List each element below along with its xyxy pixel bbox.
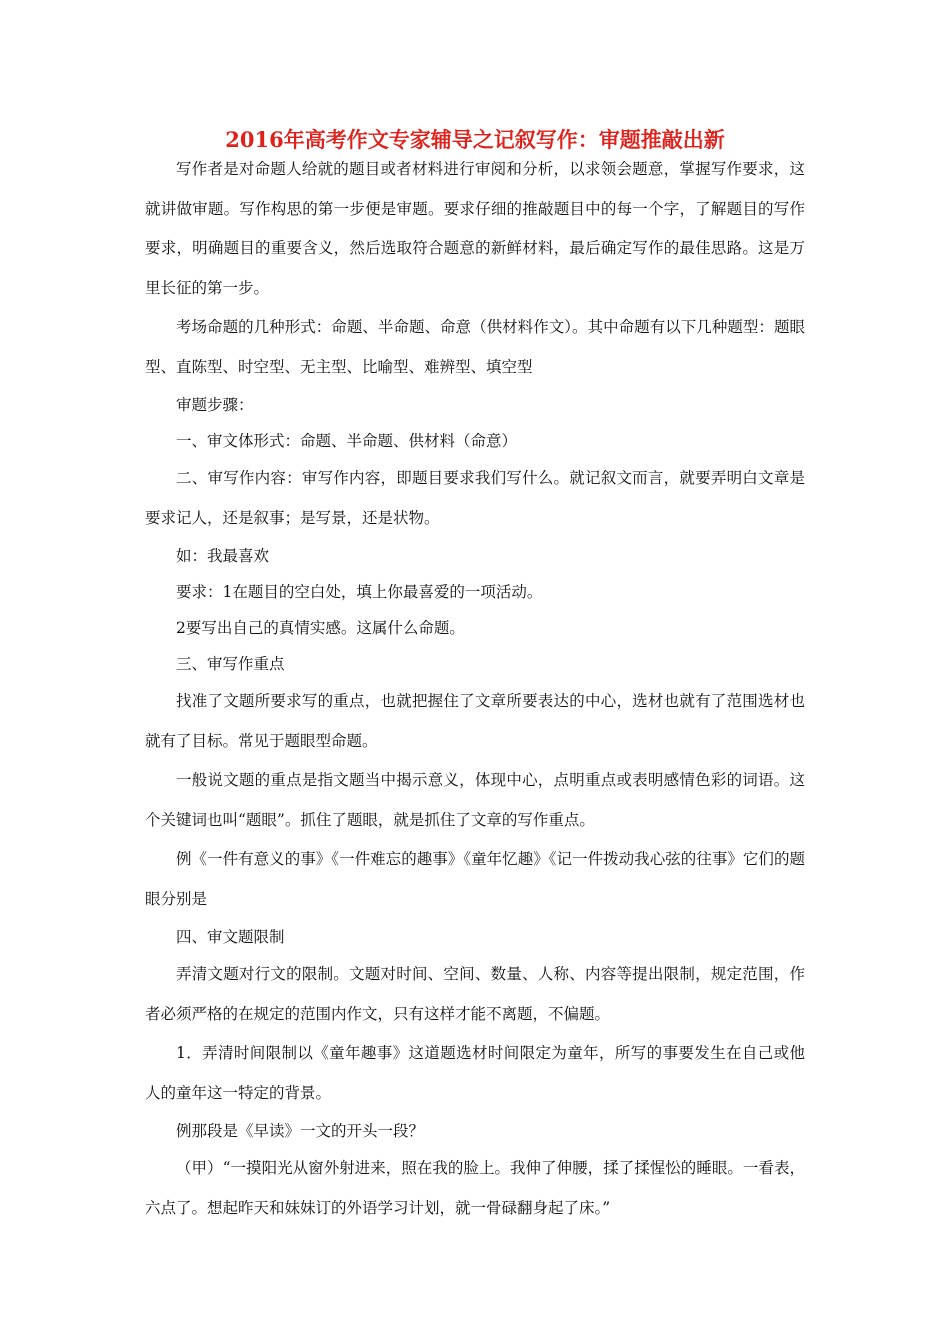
paragraph-requirement-2: 2要写出自己的真情实感。这属什么命题。 <box>176 619 465 637</box>
paragraph-example-title: 如：我最喜欢 <box>176 547 270 565</box>
paragraph-forms: 考场命题的几种形式：命题、半命题、命意（供材料作文）。其中命题有以下几种题型：题眼型、直陈型、时空型、无主型、比喻型、难辨型、填空型 <box>145 318 805 376</box>
document-title: 2016年高考作文专家辅导之记叙写作：审题推敲出新 <box>225 127 725 152</box>
paragraph-focus: 找准了文题所要求写的重点，也就把握住了文章所要表达的中心，选材也就有了范围选材也就有了目标。常见于题眼型命题。 <box>145 692 805 750</box>
paragraph-requirement-1: 要求：1在题目的空白处，填上你最喜爱的一项活动。 <box>176 583 543 601</box>
paragraph-option-a: （甲）“一摸阳光从窗外射进来，照在我的脸上。我伸了伸腰，揉了揉惺忪的睡眼。一看表，六点了。想起昨天和妹妹订的外语学习计划，就一骨碌翻身起了床。” <box>145 1159 805 1217</box>
paragraph-step-4: 四、审文题限制 <box>176 928 285 946</box>
paragraph-intro: 写作者是对命题人给就的题目或者材料进行审阅和分析，以求领会题意，掌握写作要求，这就讲做审题。写作构思的第一步便是审题。要求仔细的推敲题目中的每一个字，了解题目的写作要求，明确题目的重要含义，然后选取符合题意的新鲜材料，最后确定写作的最佳思路。这是万里长征的第一步。 <box>145 160 805 297</box>
paragraph-step-1: 一、审文体形式：命题、半命题、供材料（命意） <box>176 432 518 450</box>
paragraph-examples: 例《一件有意义的事》《一件难忘的趣事》《童年忆趣》《记一件拨动我心弦的往事》它们的题眼分别是 <box>145 850 805 908</box>
paragraph-steps-heading: 审题步骤： <box>176 396 254 414</box>
paragraph-time-limit: 1．弄清时间限制以《童年趣事》这道题选材时间限定为童年，所写的事要发生在自己或他人的童年这一特定的背景。 <box>145 1044 805 1102</box>
paragraph-step-2: 二、审写作内容：审写作内容，即题目要求我们写什么。就记叙文而言，就要弄明白文章是要求记人，还是叙事；是写景，还是状物。 <box>145 469 805 527</box>
paragraph-question: 例那段是《早读》一文的开头一段？ <box>176 1122 425 1140</box>
paragraph-key-word: 一般说文题的重点是指文题当中揭示意义，体现中心，点明重点或表明感情色彩的词语。这个关键词也叫“题眼”。抓住了题眼，就是抓住了文章的写作重点。 <box>145 771 805 829</box>
paragraph-limits: 弄清文题对行文的限制。文题对时间、空间、数量、人称、内容等提出限制，规定范围，作者必须严格的在规定的范围内作文，只有这样才能不离题，不偏题。 <box>145 965 805 1023</box>
paragraph-step-3: 三、审写作重点 <box>176 655 285 673</box>
document-body <box>145 150 805 1228</box>
